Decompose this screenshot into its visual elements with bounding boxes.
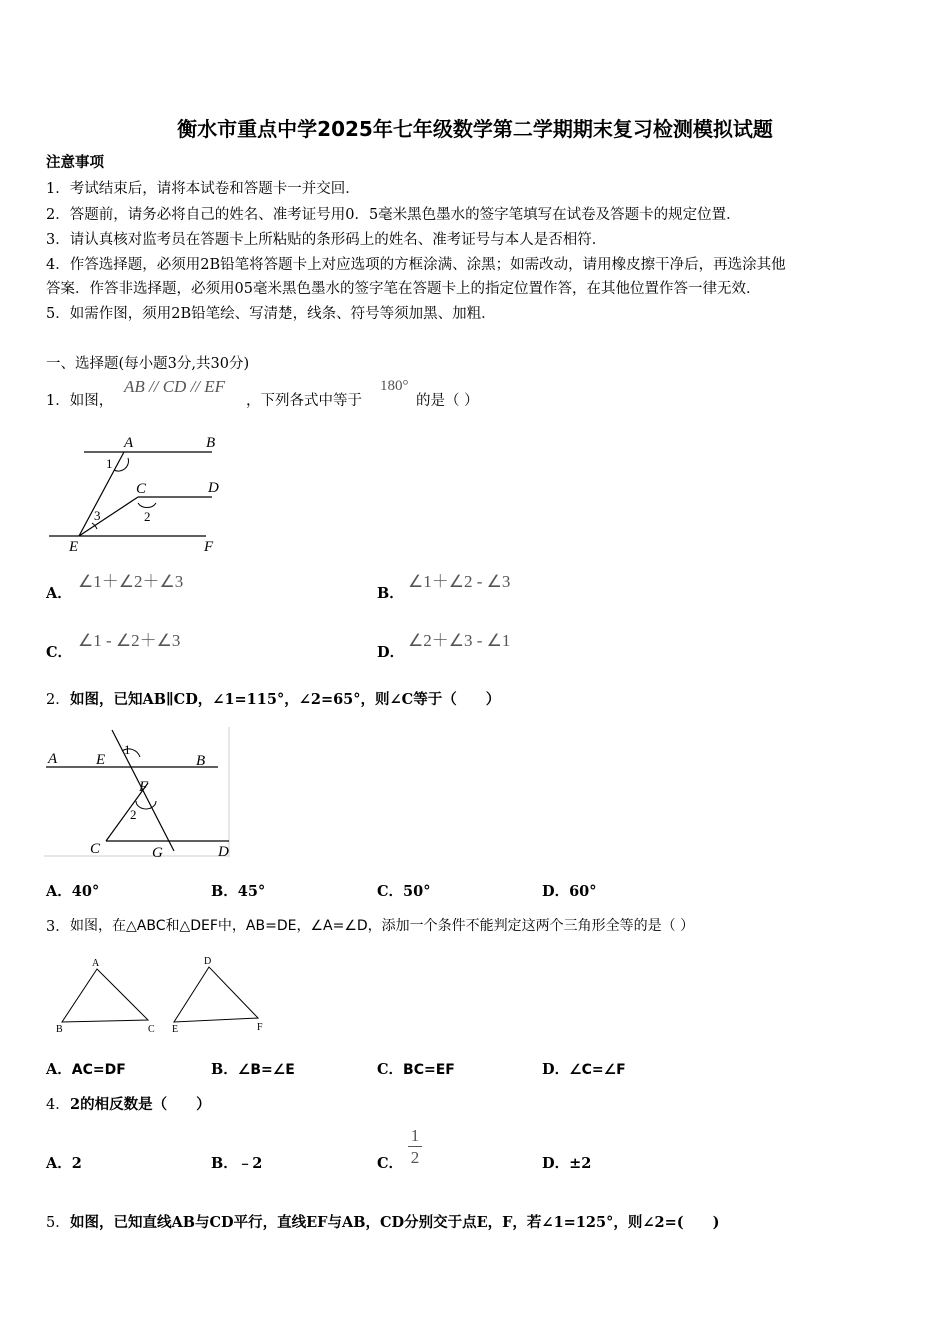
q1-option-d-label: D．: [377, 644, 405, 661]
fraction-numerator: 1: [410, 1126, 420, 1145]
q2-angle-1: 1: [124, 742, 131, 757]
q3-text: 如图，在△ABC和△DEF中，AB=DE，∠A=∠D，添加一个条件不能判定这两个三角形全等的是（ ）: [70, 918, 695, 934]
q3-label-E: E: [172, 1024, 179, 1035]
option-label: D．: [542, 883, 570, 900]
option-label: B．: [211, 1061, 238, 1078]
q2-label-C: C: [90, 841, 101, 857]
q4-number: 4．: [46, 1097, 70, 1113]
q4-option-a: [46, 1152, 82, 1173]
q4-option-c-label: C．: [377, 1155, 404, 1172]
q1-angle-2: 2: [144, 509, 151, 524]
q1-text-end: 的是（ ）: [416, 393, 479, 409]
q1-option-b-expr: ∠1＋∠2 - ∠3: [408, 572, 511, 591]
q1-math-parallel: AB // CD // EF: [124, 377, 226, 396]
option-label: C．: [377, 1061, 404, 1078]
q2-label-F: F: [139, 779, 149, 795]
notice-line: 3．请认真核对监考员在答题卡上所粘贴的条形码上的姓名、准考证号与本人是否相符．: [46, 232, 607, 248]
option-value: ﹣2: [237, 1155, 263, 1172]
option-label: B．: [211, 1155, 238, 1172]
option-value: 45°: [237, 883, 266, 900]
option-value: ±2: [569, 1155, 592, 1172]
q2-option-a: [46, 880, 99, 901]
option-value: ∠C=∠F: [569, 1062, 626, 1078]
q2-text: 如图，已知AB∥CD，∠1=115°，∠2=65°，则∠C等于（ ）: [70, 691, 501, 708]
q3-label-B: B: [56, 1024, 63, 1035]
q1-label-A: A: [124, 435, 134, 451]
q2-number: 2．: [46, 692, 70, 708]
q1-text-mid: ，下列各式中等于: [246, 393, 362, 409]
q3-number: 3．: [46, 919, 70, 935]
notice-line: 1．考试结束后，请将本试卷和答题卡一并交回．: [46, 181, 360, 197]
q1-figure: [44, 430, 234, 558]
q1-option-c-label: C．: [46, 644, 73, 661]
q2-option-b: [211, 880, 265, 901]
q4-option-c-fraction: [406, 1126, 424, 1167]
fraction-denominator: 2: [410, 1148, 420, 1167]
option-value: 60°: [569, 883, 597, 900]
q1-angle-3: 3: [94, 508, 101, 523]
q2-label-D: D: [218, 844, 229, 859]
option-label: D．: [542, 1155, 570, 1172]
q1-option-b-label: B．: [377, 585, 404, 602]
q1-option-c-expr: ∠1 - ∠2＋∠3: [78, 631, 181, 650]
q4-option-b: [211, 1152, 262, 1173]
option-label: D．: [542, 1061, 570, 1078]
q2-option-c: [377, 880, 430, 901]
option-value: 2: [71, 1155, 82, 1172]
q3-figure: [52, 952, 276, 1036]
page-title: 衡水市重点中学2025年七年级数学第二学期期末复习检测模拟试题: [177, 117, 773, 141]
notice-line: 4．作答选择题，必须用2B铅笔将答题卡上对应选项的方框涂满、涂黑；如需改动，请用橡皮擦干净后，再选涂其他: [46, 257, 786, 273]
q3-label-A: A: [92, 958, 100, 969]
q4-text: 2的相反数是（ ）: [70, 1096, 211, 1113]
notice-line: 2．答题前，请务必将自己的姓名、准考证号用0．5毫米黑色墨水的签字笔填写在试卷及答题卡的规定位置．: [46, 207, 741, 223]
q5-text: 如图，已知直线AB与CD平行，直线EF与AB，CD分别交于点E，F，若∠1=125°，则∠2=( ): [70, 1214, 720, 1231]
option-value: AC=DF: [71, 1062, 126, 1078]
q1-option-a-expr: ∠1＋∠2＋∠3: [78, 572, 184, 591]
q1-math-180: 180°: [380, 378, 409, 394]
q1-label-F: F: [204, 539, 214, 555]
q2-label-G: G: [152, 845, 163, 859]
option-value: ∠B=∠E: [237, 1062, 295, 1078]
q3-label-C: C: [148, 1024, 155, 1035]
notice-heading: 注意事项: [46, 154, 104, 171]
option-label: C．: [377, 883, 404, 900]
option-value: 50°: [403, 883, 431, 900]
option-label: A．: [46, 1061, 72, 1078]
q3-option-d: [542, 1058, 626, 1079]
q3-option-c: [377, 1058, 455, 1079]
q5-number: 5．: [46, 1215, 70, 1231]
option-label: B．: [211, 883, 238, 900]
q2-label-A: A: [48, 751, 58, 767]
q1-angle-1: 1: [106, 456, 113, 471]
option-label: A．: [46, 883, 72, 900]
q1-option-d-expr: ∠2＋∠3 - ∠1: [408, 631, 511, 650]
option-label: A．: [46, 1155, 72, 1172]
q1-label-D: D: [208, 480, 219, 496]
section-heading: 一、选择题(每小题3分,共30分): [46, 356, 250, 372]
q4-option-d: [542, 1152, 591, 1173]
notice-line: 5．如需作图，须用2B铅笔绘、写清楚，线条、符号等须加黑、加粗．: [46, 306, 496, 322]
q1-option-a-label: A．: [46, 585, 72, 602]
q2-label-E: E: [96, 752, 106, 768]
q1-label-E: E: [69, 539, 79, 555]
q1-label-B: B: [206, 435, 216, 451]
q1-label-C: C: [136, 481, 147, 497]
q3-option-b: [211, 1058, 295, 1079]
option-value: BC=EF: [403, 1062, 455, 1078]
q2-option-d: [542, 880, 597, 901]
notice-line: 答案．作答非选择题，必须用05毫米黑色墨水的签字笔在答题卡上的指定位置作答，在其他位置作答一律无效．: [46, 281, 761, 297]
q3-label-F: F: [257, 1022, 263, 1033]
q2-label-B: B: [196, 753, 206, 769]
q2-figure: [44, 727, 234, 859]
fraction-bar: [408, 1146, 422, 1147]
q1-number: 1．如图，: [46, 393, 114, 409]
q3-label-D: D: [204, 956, 212, 967]
option-value: 40°: [71, 883, 100, 900]
q3-option-a: [46, 1058, 126, 1079]
q2-angle-2: 2: [130, 807, 137, 822]
